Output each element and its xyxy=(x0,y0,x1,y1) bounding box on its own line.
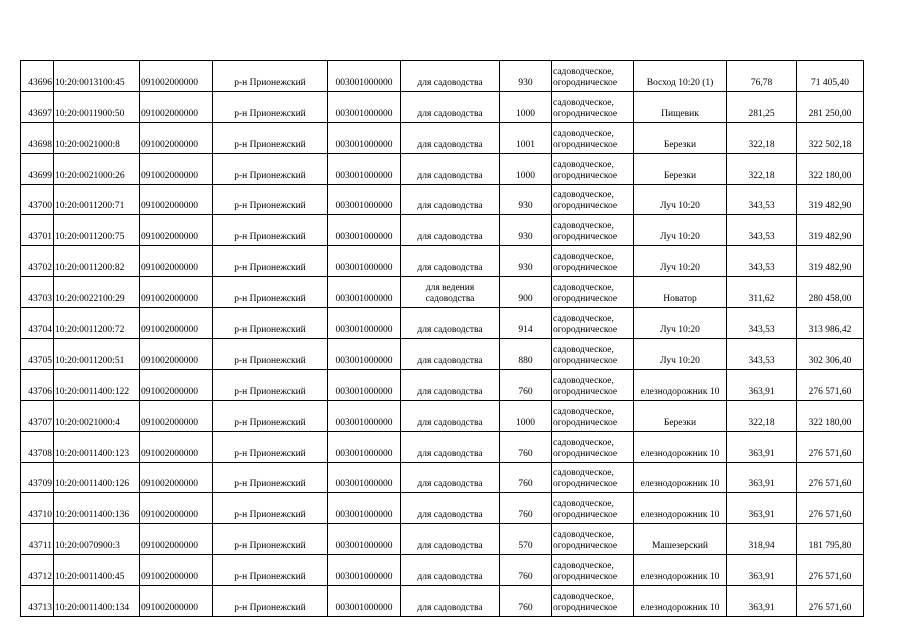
cadastral-number-cell: 10:20:0011400:123 xyxy=(54,431,140,462)
rate-cell: 343,53 xyxy=(727,308,797,339)
settlement-name-cell: елезнодорожник 10 xyxy=(634,586,727,617)
table-row xyxy=(21,277,864,308)
land-use-cell: для садоводства xyxy=(401,308,500,339)
land-use-cell: для ведения садоводства xyxy=(401,277,500,308)
land-use-cell: для садоводства xyxy=(401,462,500,493)
area-cell: 930 xyxy=(500,246,552,277)
category-line-2: огородническое xyxy=(553,170,618,181)
rate-cell: 311,62 xyxy=(727,277,797,308)
rate-cell: 363,91 xyxy=(727,493,797,524)
category-cell xyxy=(552,524,634,555)
row-number-cell: 43703 xyxy=(21,277,54,308)
code-cell: 091002000000 xyxy=(140,277,213,308)
cadastral-number-cell: 10:20:0011200:72 xyxy=(54,308,140,339)
category-line-2: огородническое xyxy=(553,263,618,274)
table-row xyxy=(21,339,864,370)
row-number-cell: 43713 xyxy=(21,586,54,617)
settlement-name-cell: Машезерский xyxy=(634,524,727,555)
cadastral-number-cell: 10:20:0070900:3 xyxy=(54,524,140,555)
district-cell: р-н Прионежский xyxy=(213,431,328,462)
table-row xyxy=(21,61,864,92)
cadastral-number-cell: 10:20:0013100:45 xyxy=(54,61,140,92)
cadastral-value-cell: 319 482,90 xyxy=(797,184,864,215)
rate-cell: 343,53 xyxy=(727,246,797,277)
category-line-1: садоводческое, xyxy=(553,283,614,294)
category-line-1: садоводческое, xyxy=(553,468,614,479)
cadastral-value-cell: 313 986,42 xyxy=(797,308,864,339)
land-use-cell: для садоводства xyxy=(401,91,500,122)
category-line-1: садоводческое, xyxy=(553,314,614,325)
okato-cell: 003001000000 xyxy=(328,184,401,215)
row-number-cell: 43711 xyxy=(21,524,54,555)
code-cell: 091002000000 xyxy=(140,61,213,92)
land-use-cell: для садоводства xyxy=(401,246,500,277)
category-line-2: огородническое xyxy=(553,386,618,397)
table-row xyxy=(21,246,864,277)
cadastral-value-cell: 322 180,00 xyxy=(797,153,864,184)
category-cell xyxy=(552,431,634,462)
table-row xyxy=(21,91,864,122)
okato-cell: 003001000000 xyxy=(328,339,401,370)
cadastral-value-cell: 276 571,60 xyxy=(797,586,864,617)
table-row xyxy=(21,524,864,555)
rate-cell: 363,91 xyxy=(727,555,797,586)
category-line-1: садоводческое, xyxy=(553,97,614,108)
cadastral-value-cell: 276 571,60 xyxy=(797,369,864,400)
district-cell: р-н Прионежский xyxy=(213,462,328,493)
category-cell xyxy=(552,277,634,308)
row-number-cell: 43702 xyxy=(21,246,54,277)
row-number-cell: 43700 xyxy=(21,184,54,215)
rate-cell: 363,91 xyxy=(727,431,797,462)
cadastral-value-cell: 319 482,90 xyxy=(797,215,864,246)
category-line-2: огородническое xyxy=(553,572,618,583)
district-cell: р-н Прионежский xyxy=(213,339,328,370)
settlement-name-cell: елезнодорожник 10 xyxy=(634,369,727,400)
category-line-2: огородническое xyxy=(553,325,618,336)
area-cell: 880 xyxy=(500,339,552,370)
cadastral-number-cell: 10:20:0011200:71 xyxy=(54,184,140,215)
area-cell: 1001 xyxy=(500,122,552,153)
cadastral-number-cell: 10:20:0011200:82 xyxy=(54,246,140,277)
table-row xyxy=(21,215,864,246)
category-line-2: огородническое xyxy=(553,139,618,150)
district-cell: р-н Прионежский xyxy=(213,400,328,431)
row-number-cell: 43708 xyxy=(21,431,54,462)
district-cell: р-н Прионежский xyxy=(213,369,328,400)
cadastral-value-cell: 302 306,40 xyxy=(797,339,864,370)
row-number-cell: 43697 xyxy=(21,91,54,122)
category-line-2: огородническое xyxy=(553,232,618,243)
district-cell: р-н Прионежский xyxy=(213,122,328,153)
district-cell: р-н Прионежский xyxy=(213,277,328,308)
code-cell: 091002000000 xyxy=(140,184,213,215)
okato-cell: 003001000000 xyxy=(328,153,401,184)
cadastral-value-cell: 319 482,90 xyxy=(797,246,864,277)
area-cell: 1000 xyxy=(500,91,552,122)
okato-cell: 003001000000 xyxy=(328,122,401,153)
settlement-name-cell: Луч 10:20 xyxy=(634,215,727,246)
cadastral-number-cell: 10:20:0021000:26 xyxy=(54,153,140,184)
row-number-cell: 43699 xyxy=(21,153,54,184)
code-cell: 091002000000 xyxy=(140,339,213,370)
category-cell xyxy=(552,153,634,184)
area-cell: 1000 xyxy=(500,400,552,431)
code-cell: 091002000000 xyxy=(140,308,213,339)
land-use-cell: для садоводства xyxy=(401,61,500,92)
cadastral-value-cell: 276 571,60 xyxy=(797,462,864,493)
category-line-1: садоводческое, xyxy=(553,252,614,263)
code-cell: 091002000000 xyxy=(140,493,213,524)
settlement-name-cell: Луч 10:20 xyxy=(634,246,727,277)
district-cell: р-н Прионежский xyxy=(213,555,328,586)
row-number-cell: 43696 xyxy=(21,61,54,92)
okato-cell: 003001000000 xyxy=(328,555,401,586)
okato-cell: 003001000000 xyxy=(328,308,401,339)
code-cell: 091002000000 xyxy=(140,431,213,462)
row-number-cell: 43705 xyxy=(21,339,54,370)
category-line-2: огородническое xyxy=(553,417,618,428)
settlement-name-cell: Восход 10:20 (1) xyxy=(634,61,727,92)
area-cell: 930 xyxy=(500,61,552,92)
area-cell: 760 xyxy=(500,586,552,617)
category-cell xyxy=(552,61,634,92)
settlement-name-cell: елезнодорожник 10 xyxy=(634,462,727,493)
rate-cell: 322,18 xyxy=(727,122,797,153)
settlement-name-cell: Луч 10:20 xyxy=(634,184,727,215)
code-cell: 091002000000 xyxy=(140,555,213,586)
district-cell: р-н Прионежский xyxy=(213,61,328,92)
area-cell: 570 xyxy=(500,524,552,555)
cadastral-number-cell: 10:20:0011200:51 xyxy=(54,339,140,370)
category-line-2: огородническое xyxy=(553,201,618,212)
category-line-1: садоводческое, xyxy=(553,437,614,448)
category-line-1: садоводческое, xyxy=(553,66,614,77)
cadastral-number-cell: 10:20:0011400:122 xyxy=(54,369,140,400)
row-number-cell: 43712 xyxy=(21,555,54,586)
row-number-cell: 43706 xyxy=(21,369,54,400)
category-line-1: садоводческое, xyxy=(553,190,614,201)
okato-cell: 003001000000 xyxy=(328,61,401,92)
table-row xyxy=(21,400,864,431)
land-use-cell: для садоводства xyxy=(401,339,500,370)
category-line-1: садоводческое, xyxy=(553,406,614,417)
settlement-name-cell: Березки xyxy=(634,400,727,431)
code-cell: 091002000000 xyxy=(140,462,213,493)
cadastral-value-cell: 281 250,00 xyxy=(797,91,864,122)
district-cell: р-н Прионежский xyxy=(213,586,328,617)
code-cell: 091002000000 xyxy=(140,524,213,555)
area-cell: 914 xyxy=(500,308,552,339)
row-number-cell: 43710 xyxy=(21,493,54,524)
area-cell: 760 xyxy=(500,493,552,524)
land-use-cell: для садоводства xyxy=(401,555,500,586)
cadastral-number-cell: 10:20:0021000:4 xyxy=(54,400,140,431)
settlement-name-cell: Луч 10:20 xyxy=(634,339,727,370)
okato-cell: 003001000000 xyxy=(328,586,401,617)
cadastral-number-cell: 10:20:0011200:75 xyxy=(54,215,140,246)
rate-cell: 363,91 xyxy=(727,462,797,493)
okato-cell: 003001000000 xyxy=(328,369,401,400)
land-use-cell: для садоводства xyxy=(401,184,500,215)
district-cell: р-н Прионежский xyxy=(213,153,328,184)
settlement-name-cell: Пищевик xyxy=(634,91,727,122)
row-number-cell: 43707 xyxy=(21,400,54,431)
okato-cell: 003001000000 xyxy=(328,493,401,524)
land-use-cell: для садоводства xyxy=(401,122,500,153)
okato-cell: 003001000000 xyxy=(328,524,401,555)
cadastral-number-cell: 10:20:0011400:126 xyxy=(54,462,140,493)
rate-cell: 322,18 xyxy=(727,400,797,431)
settlement-name-cell: Березки xyxy=(634,122,727,153)
code-cell: 091002000000 xyxy=(140,122,213,153)
cadastral-value-cell: 276 571,60 xyxy=(797,431,864,462)
district-cell: р-н Прионежский xyxy=(213,91,328,122)
area-cell: 760 xyxy=(500,431,552,462)
okato-cell: 003001000000 xyxy=(328,462,401,493)
cadastral-number-cell: 10:20:0011400:134 xyxy=(54,586,140,617)
table-row xyxy=(21,369,864,400)
category-line-1: садоводческое, xyxy=(553,344,614,355)
land-use-cell: для садоводства xyxy=(401,215,500,246)
table-row xyxy=(21,431,864,462)
district-cell: р-н Прионежский xyxy=(213,524,328,555)
category-cell xyxy=(552,369,634,400)
okato-cell: 003001000000 xyxy=(328,400,401,431)
district-cell: р-н Прионежский xyxy=(213,246,328,277)
table-row xyxy=(21,555,864,586)
category-line-2: огородническое xyxy=(553,108,618,119)
settlement-name-cell: елезнодорожник 10 xyxy=(634,431,727,462)
row-number-cell: 43709 xyxy=(21,462,54,493)
category-line-2: огородническое xyxy=(553,541,618,552)
cadastral-number-cell: 10:20:0021000:8 xyxy=(54,122,140,153)
category-cell xyxy=(552,339,634,370)
category-cell xyxy=(552,493,634,524)
row-number-cell: 43698 xyxy=(21,122,54,153)
okato-cell: 003001000000 xyxy=(328,91,401,122)
area-cell: 760 xyxy=(500,462,552,493)
rate-cell: 318,94 xyxy=(727,524,797,555)
rate-cell: 76,78 xyxy=(727,61,797,92)
category-line-1: садоводческое, xyxy=(553,561,614,572)
category-line-2: огородническое xyxy=(553,510,618,521)
table-row xyxy=(21,493,864,524)
settlement-name-cell: Луч 10:20 xyxy=(634,308,727,339)
district-cell: р-н Прионежский xyxy=(213,308,328,339)
table-row xyxy=(21,462,864,493)
okato-cell: 003001000000 xyxy=(328,277,401,308)
category-cell xyxy=(552,462,634,493)
rate-cell: 322,18 xyxy=(727,153,797,184)
table-row xyxy=(21,122,864,153)
land-use-cell: для садоводства xyxy=(401,369,500,400)
land-use-cell: для садоводства xyxy=(401,431,500,462)
category-cell xyxy=(552,246,634,277)
code-cell: 091002000000 xyxy=(140,91,213,122)
area-cell: 930 xyxy=(500,184,552,215)
category-line-2: огородническое xyxy=(553,355,618,366)
cadastral-number-cell: 10:20:0011400:136 xyxy=(54,493,140,524)
district-cell: р-н Прионежский xyxy=(213,215,328,246)
category-line-1: садоводческое, xyxy=(553,375,614,386)
table-body xyxy=(21,61,864,617)
category-line-2: огородническое xyxy=(553,603,618,614)
category-cell xyxy=(552,91,634,122)
land-use-cell: для садоводства xyxy=(401,153,500,184)
rate-cell: 363,91 xyxy=(727,369,797,400)
category-cell xyxy=(552,122,634,153)
land-cadastral-table xyxy=(20,60,864,617)
cadastral-value-cell: 280 458,00 xyxy=(797,277,864,308)
okato-cell: 003001000000 xyxy=(328,215,401,246)
category-line-1: садоводческое, xyxy=(553,221,614,232)
category-line-1: садоводческое, xyxy=(553,128,614,139)
rate-cell: 343,53 xyxy=(727,215,797,246)
rate-cell: 363,91 xyxy=(727,586,797,617)
category-cell xyxy=(552,586,634,617)
table-row xyxy=(21,586,864,617)
rate-cell: 343,53 xyxy=(727,339,797,370)
area-cell: 1000 xyxy=(500,153,552,184)
land-use-cell: для садоводства xyxy=(401,586,500,617)
category-cell xyxy=(552,308,634,339)
settlement-name-cell: Березки xyxy=(634,153,727,184)
row-number-cell: 43704 xyxy=(21,308,54,339)
category-cell xyxy=(552,215,634,246)
land-use-cell: для садоводства xyxy=(401,524,500,555)
category-cell xyxy=(552,400,634,431)
okato-cell: 003001000000 xyxy=(328,246,401,277)
table-row xyxy=(21,184,864,215)
category-line-2: огородническое xyxy=(553,448,618,459)
settlement-name-cell: Новатор xyxy=(634,277,727,308)
district-cell: р-н Прионежский xyxy=(213,184,328,215)
table-row xyxy=(21,308,864,339)
rate-cell: 343,53 xyxy=(727,184,797,215)
code-cell: 091002000000 xyxy=(140,153,213,184)
category-cell xyxy=(552,555,634,586)
rate-cell: 281,25 xyxy=(727,91,797,122)
category-line-1: садоводческое, xyxy=(553,592,614,603)
area-cell: 760 xyxy=(500,369,552,400)
category-cell xyxy=(552,184,634,215)
row-number-cell: 43701 xyxy=(21,215,54,246)
cadastral-value-cell: 276 571,60 xyxy=(797,555,864,586)
category-line-2: огородническое xyxy=(553,479,618,490)
okato-cell: 003001000000 xyxy=(328,431,401,462)
area-cell: 900 xyxy=(500,277,552,308)
code-cell: 091002000000 xyxy=(140,246,213,277)
area-cell: 760 xyxy=(500,555,552,586)
cadastral-value-cell: 71 405,40 xyxy=(797,61,864,92)
land-use-cell: для садоводства xyxy=(401,400,500,431)
category-line-2: огородническое xyxy=(553,294,618,305)
cadastral-number-cell: 10:20:0011900:50 xyxy=(54,91,140,122)
settlement-name-cell: елезнодорожник 10 xyxy=(634,493,727,524)
category-line-1: садоводческое, xyxy=(553,159,614,170)
cadastral-value-cell: 276 571,60 xyxy=(797,493,864,524)
category-line-1: садоводческое, xyxy=(553,530,614,541)
category-line-2: огородническое xyxy=(553,77,618,88)
code-cell: 091002000000 xyxy=(140,369,213,400)
cadastral-number-cell: 10:20:0011400:45 xyxy=(54,555,140,586)
cadastral-value-cell: 181 795,80 xyxy=(797,524,864,555)
cadastral-value-cell: 322 180,00 xyxy=(797,400,864,431)
code-cell: 091002000000 xyxy=(140,215,213,246)
cadastral-value-cell: 322 502,18 xyxy=(797,122,864,153)
land-use-cell: для садоводства xyxy=(401,493,500,524)
area-cell: 930 xyxy=(500,215,552,246)
cadastral-number-cell: 10:20:0022100:29 xyxy=(54,277,140,308)
district-cell: р-н Прионежский xyxy=(213,493,328,524)
table-row xyxy=(21,153,864,184)
settlement-name-cell: елезнодорожник 10 xyxy=(634,555,727,586)
code-cell: 091002000000 xyxy=(140,586,213,617)
category-line-1: садоводческое, xyxy=(553,499,614,510)
code-cell: 091002000000 xyxy=(140,400,213,431)
